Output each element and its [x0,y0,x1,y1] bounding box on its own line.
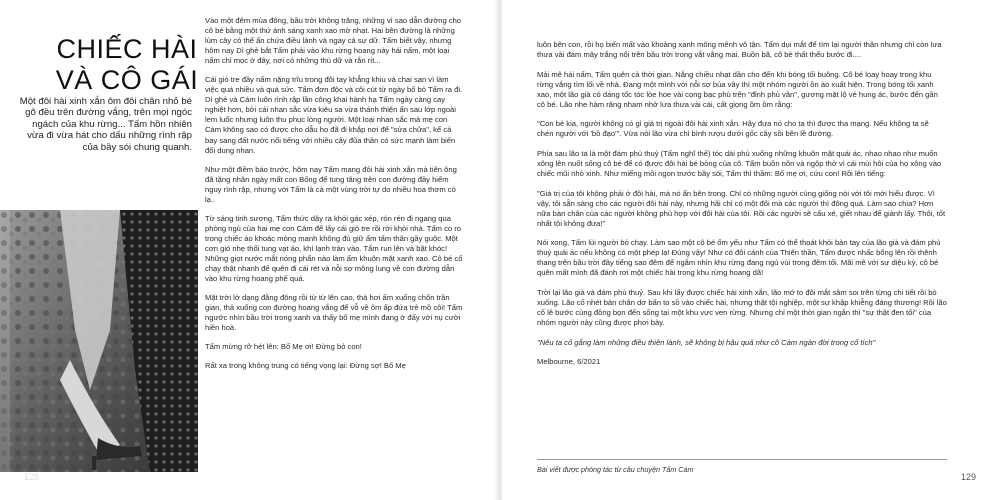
paragraph: Vào một đêm mùa đông, bầu trời không trăng, những vì sao dẫn đường cho cô bé bằng một thứ ánh sáng xanh xao mờ nhạt. Hai bên đường là những lùm cây có thể ẩn chứa điều lành và ngay cả sự dữ. Tấm biết vậy, nhưng hôm nay Dì ghẻ bắt Tấm phải vào khu rừng hoang này hái nấm, một loại nấm chỉ mọc ở đây, nơi có những thú dữ và rắn rít... [205,16,462,66]
page-number-left: 128 [24,472,40,482]
paragraph: luôn bên con, rồi họ biến mất vào khoảng xanh mông mênh vô tận. Tấm dụi mắt để tìm lại người thân nhưng chỉ còn lưa thưa vài đám mây trắng nổi trên bầu trời trong vắt vắng mai. Buồn bã, cô bé thất thểu bước đi.... [537,40,942,60]
closing-quote: "Nếu ta cố gắng làm những điều thiện lành, sẽ không bị hậu quả như cô Cám ngàn đời trong cổ tích" [537,337,876,347]
signature: Melbourne, 6/2021 [537,357,601,367]
paragraph: "Giá trị của tôi không phải ở đôi hài, mà nó ẩn bên trong. Chỉ có những người cùng giống nòi với tôi mới hiểu được. Vì vậy, tôi sẵn sàng cho các người đôi hài này, nhưng hãi chỉ có một đôi mà các người thì đông quá. Làm sao chia? Hơn nữa bàn chân của các người không phù hợp với đôi hài của tôi. Rồi các người sẽ cấu xé, giết nhau để giành lấy. Thôi, tốt nhất tôi không đưa!" [537,188,946,228]
paragraph: Phía sau lão ta là một đám phù thuỷ (Tấm nghĩ thế) tóc dài phủ xuống những khuôn mặt quái ác, nhao nhao như muốn xông lên nuốt sống cô bé để có được đôi hài bé bỏng của cô. Tấm buồn nôn và ngộp thở vì cái mùi hôi của họ xông vào chiếc mũi nhỏ xinh. Như miếng mồi ngon trước bầy sói, Tấm thì thầm: Bố mẹ ơi, cứu con! Rồi lên tiếng: [537,148,942,178]
photo-shoe-feet [0,210,198,472]
left-body-column [205,16,463,380]
right-body-column [537,40,947,377]
left-page [0,0,498,500]
footnote-divider [537,459,947,460]
title-line-1: CHIẾC HÀI [56,34,198,64]
page-number-right: 129 [961,472,977,482]
paragraph: Mặt trời lờ dạng đằng đông rồi từ từ lên cao, thả hơi ấm xuống chốn trần gian, thả xuống con đường hoang vắng để vỗ về ôm ấp đứa trẻ mồ côi! Tấm ngước nhìn bầu trời trong xanh và thấy bố mẹ mình đang ở đấy với nụ cười hiền hoà. [205,293,463,333]
paragraph: Nói xong, Tấm lùi người bỏ chạy. Làm sao một cô bé ốm yếu như Tấm có thể thoát khỏi bàn tay của lão già và đám phù thuỷ quái ác nếu không có một phép lạ! Đúng vậy! Như có đôi cánh của Thiên thần, Tấm được nhấc bổng lên rồi thênh thang trên bầu trời đầy tiếng sao đêm để ngắm nhìn khu rừng đang ngủ vùi trong đêm tối. Mãi mê với sự diệu kỳ, cô bé quên mất mình đã đánh rơi một chiếc hài trong khu rừng hoang dã! [537,238,941,278]
lede-text: Một đôi hài xinh xắn ôm đôi chân nhỏ bé gõ đều trên đường vắng, trên mọi ngóc ngách của khu rừng... Tấm hồn nhiên vừa đi vừa hát cho dấu những rình rập của bầy sói chung quanh. [19,96,192,153]
paragraph: Rất xa trong không trung có tiếng vọng lại: Đừng sợ! Bố Mẹ [205,361,406,371]
article-title [52,34,202,96]
paragraph: Trời lại lão già và đám phù thuỷ. Sau khi lấy được chiếc hài xinh xắn, lão mớ to đôi mắt sâm soi trên từng chi tiết rồi bỏ xuống. Lão cố nhét bàn chân dơ bẩn to sồ vào chiếc hài, nhưng thật tội nghiệp, một sự khập khiễng đáng thương! Rồi lão cố lê bước cùng đồng bọn đến sống tại một khu vực ven rừng. Nhưng chỉ một thời gian ngắn thì "sự thật đen tối" của nhóm người này cũng được phơi bày. [537,287,947,328]
paragraph: Cái giỏ tre đầy nấm nặng trĩu trong đôi tay khẳng khiu và chai sạn vì làm việc quá nhiều và quá sức. Tấm đơn độc và côi cút từ ngày bố bỏ Tấm ra đi. Dì ghẻ và Cám luôn rình rập lần công khai hành hạ Tấm ngày càng cay nghiệt hơn, bởi cái nhan sắc vừa kiêu sa vừa thánh thiện ẩn sau lớp ngoài lem luốc nhưng luôn thu phục lòng người. Một loại nhan sắc mà mẹ con Cám không sao có được cho dẫu họ đã đi khắp nơi để "sửa chữa", kể cả bay sang đất nước nổi tiếng với nhiều cây đũa thần có sức mạnh làm biến đổi dung nhan. [205,75,463,155]
paragraph: Từ sáng tinh sương, Tấm thức dậy ra khỏi gác xép, rón rén đi ngang qua phòng ngủ của hai mẹ con Cám để lấy cái giỏ tre rồi rời khỏi nhà. Tấm co ro trong chiếc áo khoác mỏng manh không đủ giữ ấm tấm thân gầy guộc. Một cơn gió nhẹ thổi tung vạt áo, khí lạnh tràn vào. Tấm run lên và bật khóc! Những giọt nước mắt nóng phẩn nào làm ấm khuôn mặt xanh xao. Cô bé cố chạy thật nhanh để quên đi cái rét và nỗi sợ mông lung về con đường dẫn vào khu rừng hoang phế quá. [205,213,463,284]
paragraph: Tấm mừng rỡ hét lên: Bố Mẹ ơi! Đừng bỏ con! [205,342,362,352]
paragraph: "Con bé kia, người không có gì giá trị ngoài đôi hài xinh xắn. Hãy đưa nó cho ta thì được tha mạng. Nếu không ta sẽ chén người với 'bồ đạo'". Vừa nói lão vừa chỉ bình rượu dưới gốc cây sồi bên lề đường. [537,119,929,139]
paragraph: Như một điềm báo trước, hôm nay Tấm mang đôi hài xinh xắn mà tiên ông đã tặng nhân ngày mất con Bống để tung tăng trên con đường đầy hiểm nguy rình rập, nhưng với Tấm là cả một vùng trời tự do nhiều hoa thơm cỏ lạ.. [205,164,457,204]
paragraph: Mải mê hái nấm, Tấm quên cả thời gian. Nắng chiều nhạt dần cho đến khi bóng tối buông. Cô bé loay hoay trong khu rừng vắng tìm lối về nhà. Đang một mình với nỗi sợ bủa vây thì một nhóm người ồn ào xuất hiện. Trong bóng tối xanh xao, một lão già có dáng tốc tóc lòe hoe vài cọng bạc phủ trên "đỉnh phù vân", gương mặt lộ vẻ hung ác, bước đến gần cô bé. Lão nhe hàm răng nham nhở lưa thưa vài cái, cất giọng ồm ồm rằng: [537,69,938,109]
right-page [502,0,1000,500]
footnote: Bài viết được phóng tác từ câu chuyện Tấm Cám [537,465,694,474]
title-line-2: VÀ CÔ GÁI [55,65,199,95]
